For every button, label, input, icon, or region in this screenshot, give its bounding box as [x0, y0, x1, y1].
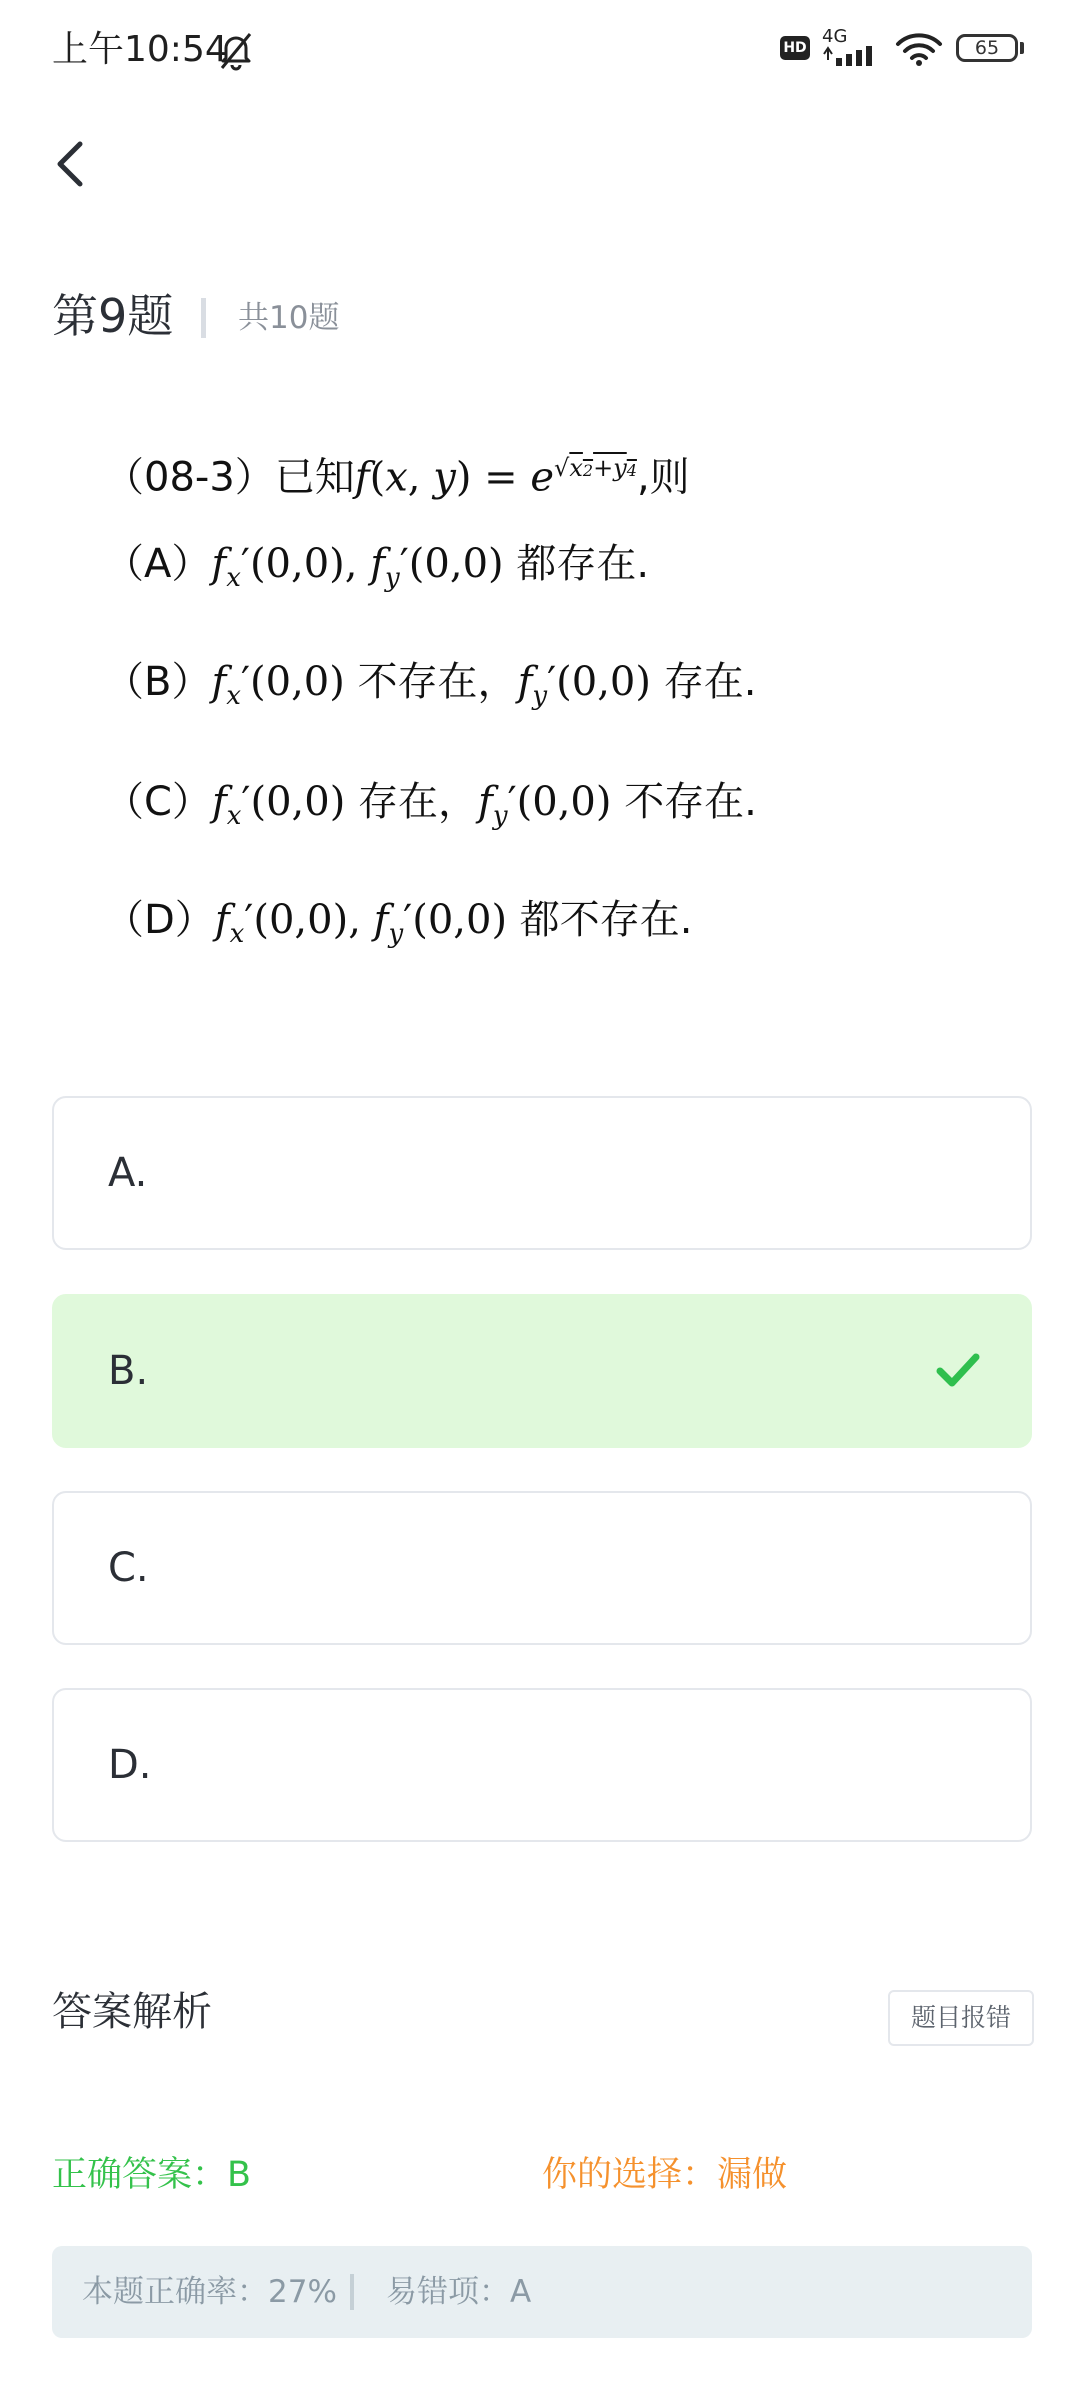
stats-divider	[350, 2274, 354, 2310]
status-time: 上午10:54	[52, 29, 228, 70]
common-mistake: 易错项：A	[386, 2274, 532, 2310]
correct-answer: 正确答案：B	[52, 2155, 252, 2195]
stats-bar	[52, 2246, 1032, 2338]
stem-suffix: ,则	[636, 454, 690, 501]
option-label: D.	[108, 1742, 152, 1788]
battery-tip	[1020, 42, 1024, 54]
option-a[interactable]	[52, 1096, 1032, 1250]
hd-badge: HD	[780, 36, 810, 60]
analysis-title: 答案解析	[52, 1989, 212, 2035]
choice-c-text: $(C)f_x'(0,0)$ 存在，$f_y'(0,0)$ 不存在.	[104, 779, 757, 831]
stem-prefix: （08-3）已知	[104, 454, 355, 501]
question-number: 第9题	[52, 289, 174, 343]
back-button[interactable]	[44, 130, 104, 200]
battery-indicator: 65	[956, 34, 1018, 62]
accuracy-rate: 本题正确率：27%	[82, 2274, 337, 2310]
option-label: C.	[108, 1545, 149, 1591]
bell-muted-icon	[214, 28, 258, 72]
option-label: B.	[108, 1348, 149, 1394]
choice-a-text: $(A)f_x'(0,0)$, $f_y'(0,0)$ 都存在.	[104, 541, 650, 593]
option-b[interactable]	[52, 1294, 1032, 1448]
network-label: 4G	[822, 26, 848, 47]
question-stem: （08-3）已知f(x, $y) = e^{√x2+y4}$,则	[104, 454, 690, 501]
wifi-icon	[894, 30, 944, 68]
your-choice: 你的选择：漏做	[542, 2155, 788, 2195]
option-c[interactable]	[52, 1491, 1032, 1645]
header-divider	[201, 298, 206, 338]
choice-b-text: $(B)f_x'(0,0)$ 不存在，$f_y'(0,0)$ 存在.	[104, 659, 757, 711]
question-total: 共10题	[238, 300, 340, 336]
option-d[interactable]	[52, 1688, 1032, 1842]
stem-formula: f	[354, 454, 370, 501]
signal-icon	[822, 44, 882, 66]
choice-d-text: $(D)f_x'(0,0)$, $f_y'(0,0)$ 都不存在.	[104, 897, 693, 949]
report-error-button[interactable]: 题目报错	[888, 1990, 1034, 2046]
checkmark-icon	[936, 1351, 980, 1391]
option-label: A.	[108, 1150, 148, 1196]
